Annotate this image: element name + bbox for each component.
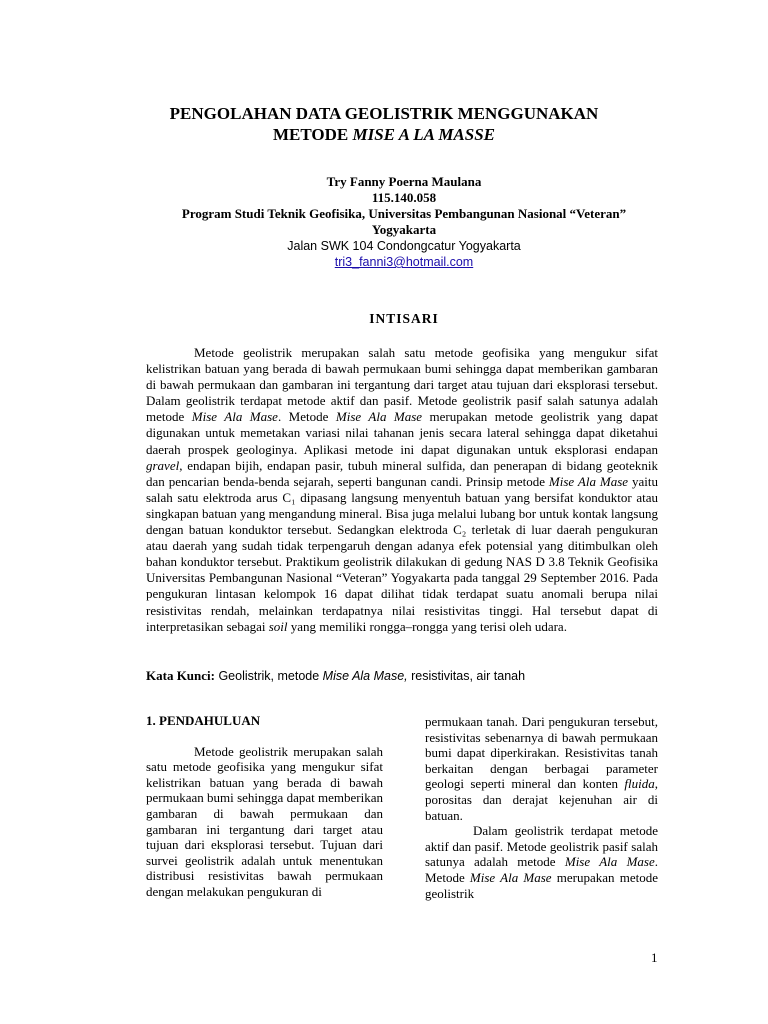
abstract-body: Metode geolistrik merupakan salah satu metode geofisika yang mengukur sifat kelistrikan batuan yang berada di bawah permukaan bumi sehingga dapat memberikan gambaran di bawah permukaan dan gambaran ini tergantung dari target atau tujuan dari eksplorasi tersebut. Dalam geolistrik terdapat metode aktif dan pasif. Metode geolistrik pasif salah satunya adalah metode Mise Ala Mase. Metode Mise Ala Mase merupakan metode geolistrik yang dapat digunakan untuk memetakan variasi nilai tahanan jenis secara lateral sehingga dapat diketahui daerah prospek geologinya. Aplikasi metode ini dapat digunakan untuk eksplorasi endapan gravel, endapan bijih, endapan pasir, tubuh mineral sulfida, dan penerapan di bidang geoteknik dan pencarian benda-benda sejarah, seperti bangunan candi. Prinsip metode Mise Ala Mase yaitu salah satu elektroda arus C₁ dipasang langsung menyentuh batuan yang bersifat konduktor atau singkapan batuan yang mengandung mineral. Bisa juga melalui lubang bor untuk kontak langsung dengan batuan konduktor tersebut. Sedangkan elektroda C₂ terletak di luar daerah pengukuran atau daerah yang sudah tidak terpengaruh dengan adanya efek potensial yang ditimbulkan oleh bahan konduktor tersebut. Praktikum geolistrik dilakukan di gedung NAS D 3.8 Teknik Geofisika Universitas Pembangunan Nasional “Veteran” Yogyakarta pada tanggal 29 September 2016. Pada pengukuran lintasan kelompok 16 dapat dilihat tidak terdapat suatu anomali berupa nilai resistivitas rendah, melainkan terdapatnya nilai resistivitas tinggi. Hal tersebut dapat di interpretasikan sebagai soil yang memiliki rongga–rongga yang terisi oleh udara. [146, 345, 659, 634]
section-heading: 1. PENDAHULUAN [146, 713, 261, 728]
keywords-line: Kata Kunci: Geolistrik, metode Mise Ala Mase, resistivitas, air tanah [146, 668, 526, 683]
column-right [425, 714, 658, 901]
author-city: Yogyakarta [371, 222, 437, 237]
paragraph: permukaan tanah. Dari pengukuran tersebut, resistivitas sebenarnya di bawah permukaan bumi dapat diperkirakan. Resistivitas tanah berkaitan dengan berbagai parameter geologi seperti mineral dan konten fluida, porositas dan derajat kejenuhan air di batuan. [425, 714, 658, 823]
title-line-1: PENGOLAHAN DATA GEOLISTRIK MENGGUNAKAN [169, 104, 599, 123]
keywords-label: Kata Kunci: [146, 668, 215, 683]
paragraph: Metode geolistrik merupakan salah satu metode geofisika yang mengukur sifat kelistrikan batuan yang berada di bawah permukaan bumi sehingga dapat memberikan gambaran di bawah permukaan dan gambaran ini tergantung dari target atau tujuan dari eksplorasi tersebut. Tujuan dari survei geolistrik adalah untuk menentukan distribusi resistivitas bawah permukaan dengan melakukan pengukuran di [146, 743, 383, 899]
author-email-link[interactable]: tri3_fanni3@hotmail.com [334, 255, 474, 269]
title-line-2: METODE MISE A LA MASSE [272, 125, 496, 144]
abstract-heading: INTISARI [369, 311, 439, 326]
author-id: 115.140.058 [371, 190, 437, 205]
author-address: Jalan SWK 104 Condongcatur Yogyakarta [287, 239, 521, 253]
author-name: Try Fanny Poerna Maulana [326, 174, 482, 189]
page-number: 1 [651, 950, 658, 965]
author-block [0, 174, 768, 270]
paper-title [0, 103, 768, 145]
paragraph: Dalam geolistrik terdapat metode aktif dan pasif. Metode geolistrik pasif salah satunya adalah metode Mise Ala Mase. Metode Mise Ala Mase merupakan metode geolistrik [425, 823, 658, 901]
column-left [146, 713, 383, 900]
author-affiliation: Program Studi Teknik Geofisika, Universitas Pembangunan Nasional “Veteran” [181, 206, 627, 221]
